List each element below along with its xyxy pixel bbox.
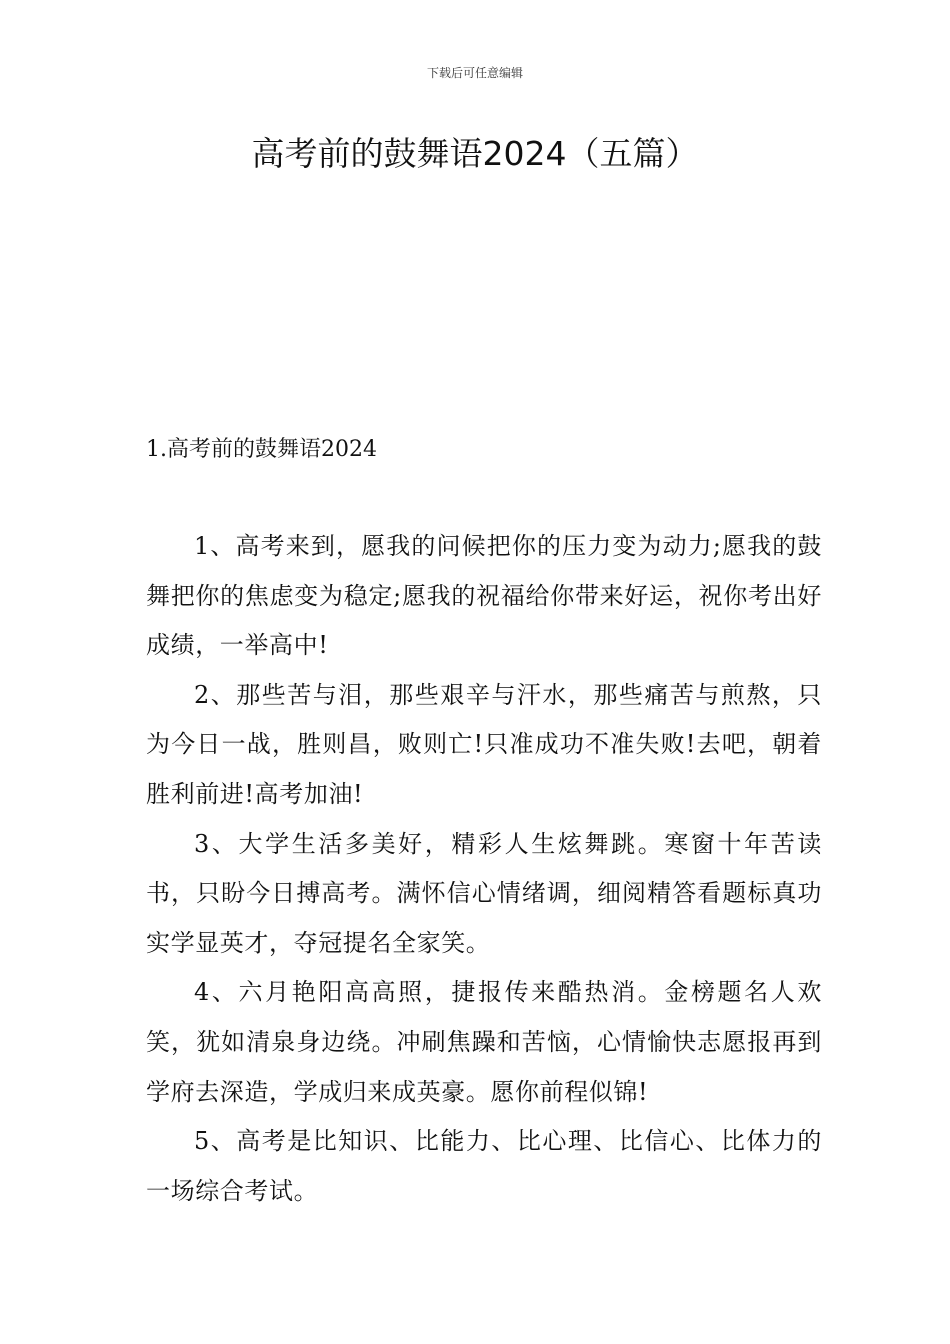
section-heading: 1.高考前的鼓舞语2024 <box>146 437 377 462</box>
header-note: 下载后可任意编辑 <box>426 66 523 80</box>
paragraph-2: 2、那些苦与泪，那些艰辛与汗水，那些痛苦与煎熬，只为今日一战，胜则昌，败则亡!只准成功不准失败!去吧，朝着胜利前进!高考加油! <box>146 680 822 808</box>
paragraph-5: 5、高考是比知识、比能力、比心理、比信心、比体力的一场综合考试。 <box>146 1127 822 1205</box>
paragraph-3: 3、大学生活多美好，精彩人生炫舞跳。寒窗十年苦读书，只盼今日搏高考。满怀信心情绪调，细阅精答看题标真功实学显英才，夺冠提名全家笑。 <box>146 829 822 957</box>
paragraph-1: 1、高考来到，愿我的问候把你的压力变为动力;愿我的鼓舞把你的焦虑变为稳定;愿我的祝福给你带来好运，祝你考出好成绩，一举高中! <box>146 532 822 660</box>
paragraph-4: 4、六月艳阳高高照，捷报传来酷热消。金榜题名人欢笑，犹如清泉身边绕。冲刷焦躁和苦恼，心情愉快志愿报再到学府去深造，学成归来成英豪。愿你前程似锦! <box>146 978 822 1106</box>
document-title: 高考前的鼓舞语2024（五篇） <box>251 134 699 173</box>
body-text <box>146 522 822 1216</box>
